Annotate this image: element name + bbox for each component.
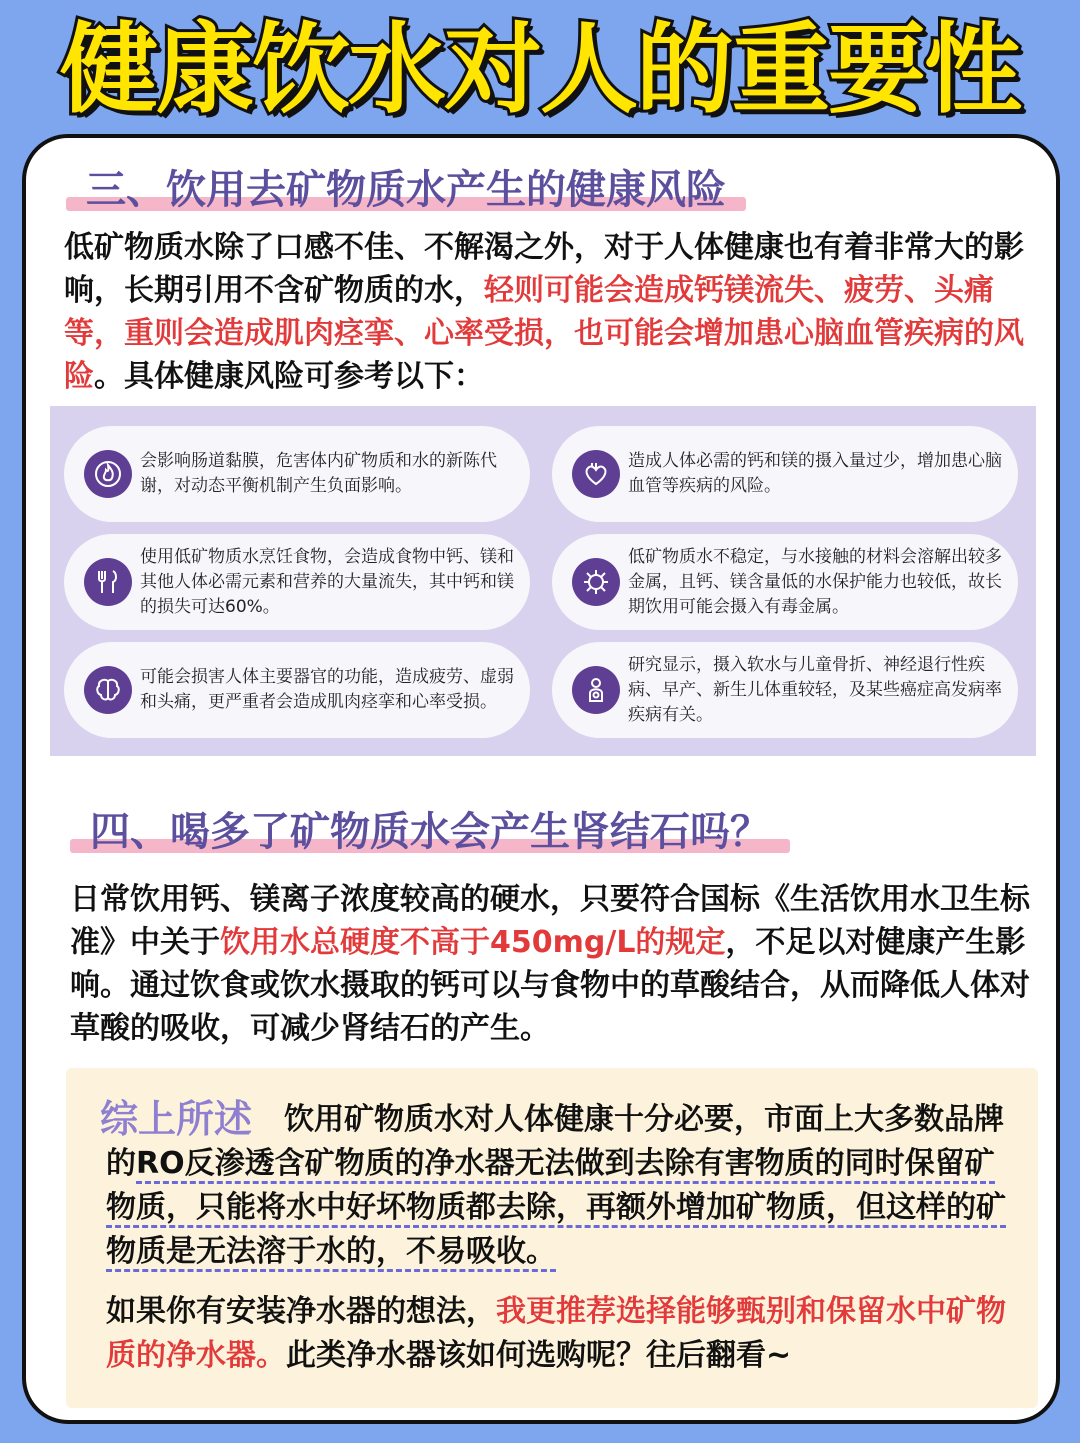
flame-icon xyxy=(84,450,132,498)
summary-paragraph xyxy=(106,1098,1012,1274)
section-4-heading xyxy=(70,800,790,857)
summary-box xyxy=(66,1068,1038,1408)
heart-icon xyxy=(572,450,620,498)
page-title: 健康饮水对人的重要性 xyxy=(59,13,1020,127)
section-3-heading-text: 三、饮用去矿物质水产生的健康风险 xyxy=(86,167,726,213)
risk-panel xyxy=(50,406,1036,756)
section-3-text-red: 轻则可能会造成钙镁流失、疲劳、头痛等，重则会造成肌肉痉挛、心率受损，也可能会增加患心脑血管疾病的风险 xyxy=(64,273,1024,394)
section-3-heading xyxy=(66,158,746,215)
summary-text-underlined: RO反渗透含矿物质的净水器无法做到去除有害物质的同时保留矿物质，只能将水中好坏物质都去除，再额外增加矿物质，但这样的矿物质是无法溶于水的，不易吸收。 xyxy=(106,1146,1006,1272)
section-4-text-red: 饮用水总硬度不高于450mg/L的规定 xyxy=(220,925,726,960)
section-4-heading-text: 四、喝多了矿物质水会产生肾结石吗？ xyxy=(90,809,770,855)
recommendation-text-a: 如果你有安装净水器的想法， xyxy=(106,1294,496,1329)
risk-card xyxy=(552,642,1018,738)
risk-text: 低矿物质水不稳定，与水接触的材料会溶解出较多金属，且钙、镁含量低的水保护能力也较低，故长期饮用可能会摄入有毒金属。 xyxy=(628,546,1002,617)
section-4-text-b: ，不足以对健康产生影响。通过饮食或饮水摄取的钙可以与食物中的草酸结合，从而降低人体对草酸的吸收，可减少肾结石的产生。 xyxy=(70,925,1030,1046)
section-4-text-a: 日常饮用钙、镁离子浓度较高的硬水，只要符合国标《生活饮用水卫生标准》中关于 xyxy=(70,882,1030,960)
risk-text: 研究显示，摄入软水与儿童骨折、神经退行性疾病、早产、新生儿体重较轻，及某些癌症高发病率疾病有关。 xyxy=(628,654,1002,725)
virus-icon xyxy=(572,558,620,606)
cutlery-icon xyxy=(84,558,132,606)
summary-recommendation xyxy=(106,1290,1012,1378)
risk-card xyxy=(64,534,530,630)
risk-text: 可能会损害人体主要器官的功能，造成疲劳、虚弱和头痛，更严重者会造成肌肉痉挛和心率受损。 xyxy=(140,667,514,712)
risk-text: 会影响肠道黏膜，危害体内矿物质和水的新陈代谢，对动态平衡机制产生负面影响。 xyxy=(140,451,497,496)
section-4-paragraph xyxy=(70,878,1030,1050)
risk-card xyxy=(64,642,530,738)
baby-icon xyxy=(572,666,620,714)
brain-icon xyxy=(84,666,132,714)
section-3-text-b: 。具体健康风险可参考以下： xyxy=(94,359,484,394)
content-card xyxy=(22,134,1060,1424)
summary-title: 综上所述 xyxy=(100,1097,253,1141)
summary-text-a: 饮用矿物质水对人体健康十分必要，市面上大多数品牌的 xyxy=(106,1102,1004,1181)
risk-text: 造成人体必需的钙和镁的摄入量过少，增加患心脑血管等疾病的风险。 xyxy=(628,451,1002,496)
section-3-text-a: 低矿物质水除了口感不佳、不解渴之外，对于人体健康也有着非常大的影响，长期引用不含矿物质的水， xyxy=(64,230,1024,308)
section-3-paragraph xyxy=(64,226,1024,398)
risk-card xyxy=(552,426,1018,522)
risk-card xyxy=(64,426,530,522)
recommendation-text-red: 我更推荐选择能够甄别和保留水中矿物质的净水器。 xyxy=(106,1294,1006,1373)
risk-card xyxy=(552,534,1018,630)
recommendation-text-b: 此类净水器该如何选购呢？往后翻看~ xyxy=(286,1338,792,1373)
risk-text: 使用低矿物质水烹饪食物，会造成食物中钙、镁和其他人体必需元素和营养的大量流失，其中钙和镁的损失可达60%。 xyxy=(140,546,514,617)
